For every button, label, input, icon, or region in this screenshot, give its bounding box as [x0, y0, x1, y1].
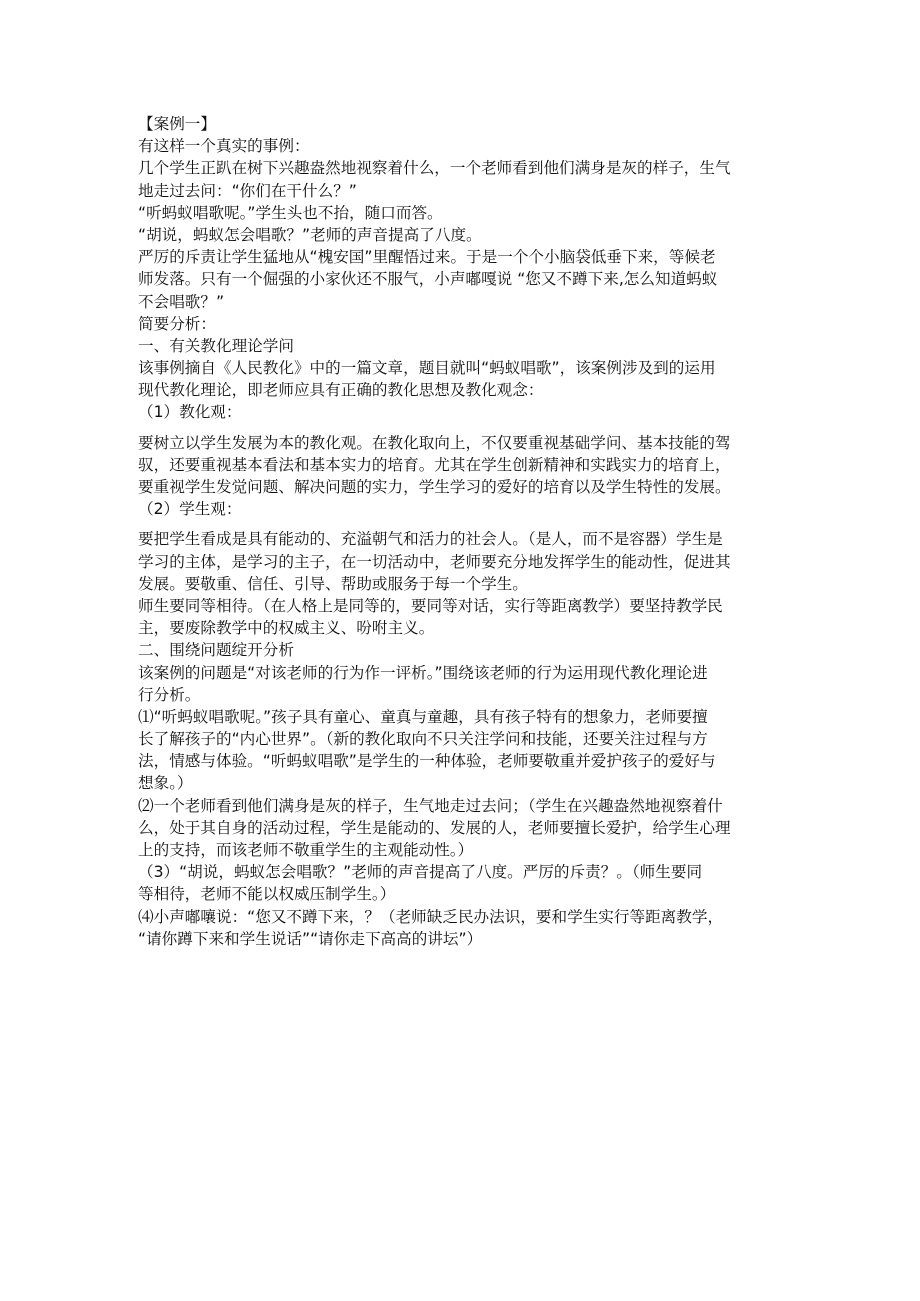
text-line: ⑷小声嘟嚷说：“您又不蹲下来，？（老师缺乏民办法识，要和学生实行等距离教学， [138, 907, 724, 926]
text-line: （1）教化观： [138, 403, 242, 422]
text-line: 该案例的问题是“对该老师的行为作一评析。”围绕该老师的行为运用现代教化理论进 [138, 663, 708, 682]
paragraph-gap [138, 424, 788, 432]
text-line: 法，情感与体验。“听蚂蚁唱歌”是学生的一种体验，老师要敬重并爱护孩子的爱好与 [138, 752, 716, 771]
text-line: 【案例一】 [138, 115, 216, 133]
text-line: “听蚂蚁唱歌呢。”学生头也不抬，随口而答。 [138, 203, 443, 222]
text-line: 要重视学生发觉问题、解决问题的实力，学生学习的爱好的培育以及学生特性的发展。 [138, 478, 731, 496]
text-line: 要树立以学生发展为本的教化观。在教化取向上，不仅要重视基础学问、基本技能的驾 [138, 433, 731, 452]
text-line: 么，处于其自身的活动过程，学生是能动的、发展的人，老师要擅长爱护，给学生心理 [138, 818, 731, 837]
text-line: 一、有关教化理论学问 [138, 336, 294, 355]
text-line: 想象。） [138, 774, 193, 793]
text-line: 学习的主体，是学习的主子，在一切活动中，老师要充分地发挥学生的能动性，促进其 [138, 552, 731, 571]
text-line: ⑴“听蚂蚁唱歌呢。”孩子具有童心、童真与童趣，具有孩子特有的想象力，老师要擅 [138, 707, 708, 726]
text-line: 简要分析： [138, 314, 216, 333]
text-line: 行分析。 [138, 685, 201, 704]
text-line: 主，要废除教学中的权威主义、吩咐主义。 [138, 619, 435, 638]
text-line: 二、围绕问题绽开分析 [138, 641, 294, 660]
text-line: 不会唱歌？” [138, 292, 225, 311]
text-line: 该事例摘自《人民教化》中的一篇文章，题目就叫“蚂蚁唱歌”，该案例涉及到的运用 [138, 359, 716, 378]
text-line: 要把学生看成是具有能动的、充溢朝气和活力的社会人。（是人，而不是容器）学生是 [138, 530, 723, 549]
text-line: 师生要同等相待。（在人格上是同等的，要同等对话，实行等距离教学）要坚持教学民 [138, 596, 723, 615]
text-line: 严厉的斥责让学生猛地从“槐安国”里醒悟过来。于是一个个小脑袋低垂下来，等候老 [138, 248, 716, 267]
text-line: 发展。要敬重、信任、引导、帮助或服务于每一个学生。 [138, 574, 528, 593]
text-line: 有这样一个真实的事例： [138, 137, 310, 156]
text-line: 现代教化理论，即老师应具有正确的教化思想及教化观念： [138, 381, 544, 400]
text-line: ⑵一个老师看到他们满身是灰的样子，生气地走过去问；（学生在兴趣盎然地视察着什 [138, 796, 723, 815]
text-line: 几个学生正趴在树下兴趣盎然地视察着什么，一个老师看到他们满身是灰的样子，生气 [138, 159, 731, 178]
paragraph-gap [138, 520, 788, 528]
text-line: “胡说，蚂蚁怎会唱歌？”老师的声音提高了八度。 [138, 225, 482, 244]
text-line: “请你蹲下来和学生说话”“请你走下高高的讲坛”） [138, 929, 483, 948]
text-line: 上的支持，而该老师不敬重学生的主观能动性。） [138, 841, 474, 859]
text-line: 师发落。只有一个倔强的小家伙还不服气，小声嘟嘎说 “您又不蹲下来,怎么知道蚂蚁 [138, 270, 718, 289]
document-body [138, 113, 788, 950]
text-line: 驭，还要重视基本看法和基本实力的培育。尤其在学生创新精神和实践实力的培育上， [138, 455, 731, 474]
text-line: 地走过去问：“你们在干什么？” [138, 181, 357, 200]
text-line: （3）“胡说，蚂蚁怎会唱歌？”老师的声音提高了八度。严厉的斥责？。（师生要同 [138, 863, 703, 882]
text-line: （2）学生观： [138, 500, 242, 519]
text-line: 长了解孩子的“内心世界”。（新的教化取向不只关注学问和技能，还要关注过程与方 [138, 730, 708, 749]
text-line: 等相待，老师不能以权威压制学生。） [138, 885, 396, 904]
